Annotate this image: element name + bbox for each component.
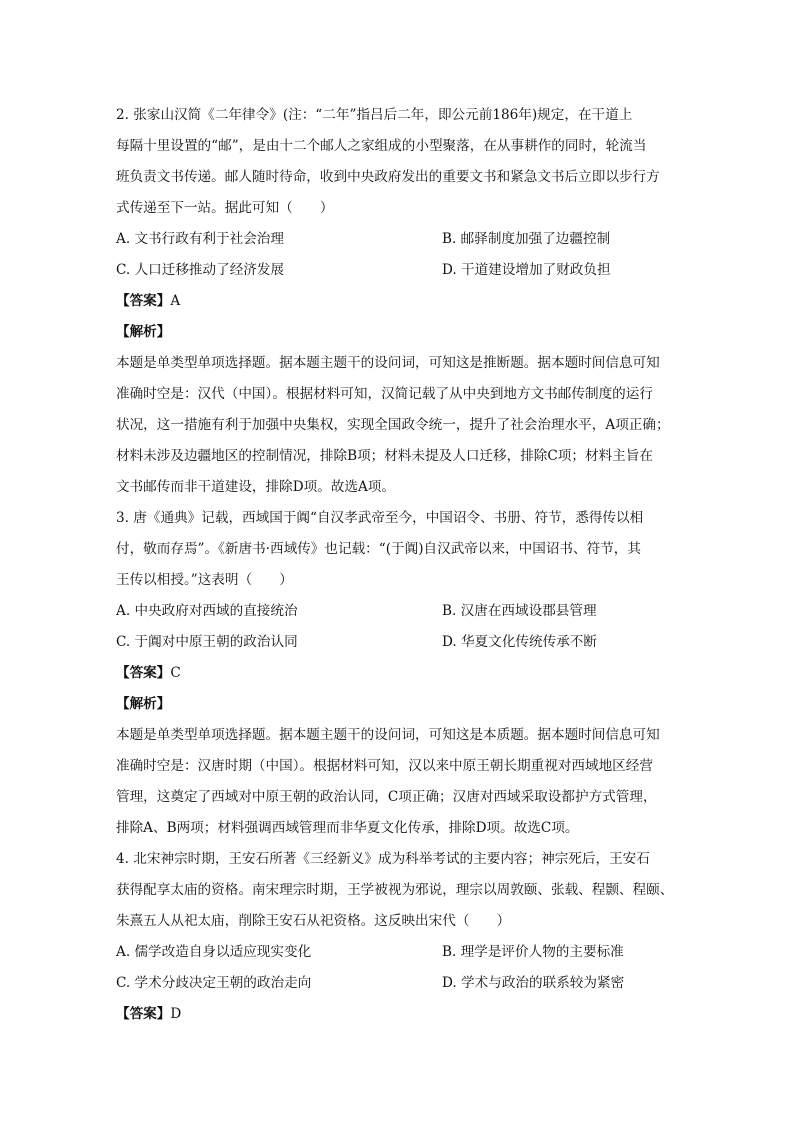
question-4-options-row-2 — [116, 968, 682, 999]
question-2-analysis-label — [116, 317, 682, 348]
question-3-analysis-line-4: 排除A、B两项；材料强调西域管理而非华夏文化传承，排除D项。故选C项。 — [116, 820, 579, 836]
question-3-analysis-line-2: 准确时空是：汉唐时期（中国）。根据材料可知，汉以来中原王朝长期重视对西域地区经营 — [116, 758, 653, 774]
answer-value: D — [170, 1006, 182, 1022]
question-2-analysis-line-5: 文书邮传而非干道建设，排除D项。故选A项。 — [116, 479, 395, 495]
question-3-option-c: C. 于阗对中原王朝的政治认同 — [116, 634, 298, 650]
question-2-option-c: C. 人口迁移推动了经济发展 — [116, 262, 285, 278]
question-2-analysis-line-3: 状况，这一措施有利于加强中央集权，实现全国政令统一，提升了社会治理水平，A项正确； — [116, 417, 670, 433]
question-4-stem-line-3: 朱熹五人从祀太庙，削除王安石从祀资格。这反映出宋代（ ） — [116, 913, 511, 929]
question-4-option-d: D. 学术与政治的联系较为紧密 — [442, 975, 625, 991]
question-2-option-d: D. 干道建设增加了财政负担 — [442, 262, 611, 278]
question-3-answer — [116, 658, 682, 689]
question-2-analysis-line-4: 材料未涉及边疆地区的控制情况，排除B项；材料未提及人口迁移，排除C项；材料主旨在 — [116, 448, 653, 464]
answer-label: 【答案】 — [116, 293, 171, 309]
question-2-stem-line-1: 2. 张家山汉简《二年律令》(注：“二年”指吕后二年，即公元前186年)规定，在干道上 — [116, 107, 633, 123]
question-4 — [116, 844, 682, 1030]
question-3-stem-line-1: 3. 唐《通典》记载，西域国于阗“自汉孝武帝至今，中国诏令、书册、符节，悉得传以相 — [116, 510, 644, 526]
question-3 — [116, 503, 682, 844]
question-4-stem-line-2: 获得配享太庙的资格。南宋理宗时期，王学被视为邪说，理宗以周敦颐、张载、程颢、程颐、 — [116, 882, 674, 898]
question-4-option-a: A. 儒学改造自身以适应现实变化 — [116, 944, 312, 960]
question-2-options-row-1 — [116, 224, 682, 255]
question-3-analysis-line-3: 管理，这奠定了西域对中原王朝的政治认同，C项正确；汉唐对西域采取设都护方式管理， — [116, 789, 657, 805]
question-4-stem-line-1: 4. 北宋神宗时期，王安石所著《三经新义》成为科举考试的主要内容；神宗死后，王安石 — [116, 851, 650, 867]
question-3-stem-line-2: 付，敬而存焉”。《新唐书·西域传》也记载：“(于阗)自汉武帝以来，中国诏书、符节，其 — [116, 541, 641, 557]
question-2-options-row-2 — [116, 255, 682, 286]
answer-value: C — [170, 665, 181, 681]
question-2-stem-line-3: 班负责文书传递。邮人随时待命，收到中央政府发出的重要文书和紧急文书后立即以步行方 — [116, 169, 660, 185]
question-3-option-b: B. 汉唐在西域设郡县管理 — [442, 603, 597, 619]
question-3-options-row-1 — [116, 596, 682, 627]
document-page — [116, 100, 682, 1030]
question-2-analysis-line-1: 本题是单类型单项选择题。据本题主题干的设问词，可知这是推断题。据本题时间信息可知 — [116, 355, 660, 371]
question-3-option-d: D. 华夏文化传统传承不断 — [442, 634, 597, 650]
question-4-option-c: C. 学术分歧决定王朝的政治走向 — [116, 975, 312, 991]
answer-value: A — [170, 293, 181, 309]
question-3-analysis-line-1: 本题是单类型单项选择题。据本题主题干的设问词，可知这是本质题。据本题时间信息可知 — [116, 727, 660, 743]
answer-label: 【答案】 — [116, 665, 171, 681]
question-2-option-b: B. 邮驿制度加强了边疆控制 — [442, 231, 611, 247]
question-2-answer — [116, 286, 682, 317]
question-3-options-row-2 — [116, 627, 682, 658]
question-3-analysis-label — [116, 689, 682, 720]
question-3-stem-line-3: 王传以相授。”这表明（ ） — [116, 572, 293, 588]
question-2-stem-line-4: 式传递至下一站。据此可知（ ） — [116, 200, 334, 216]
analysis-label: 【解析】 — [116, 324, 171, 340]
answer-label: 【答案】 — [116, 1006, 171, 1022]
analysis-label: 【解析】 — [116, 696, 171, 712]
question-2-analysis-line-2: 准确时空是：汉代（中国）。根据材料可知，汉简记载了从中央到地方文书邮传制度的运行 — [116, 386, 653, 402]
question-4-answer — [116, 999, 682, 1030]
question-4-option-b: B. 理学是评价人物的主要标准 — [442, 944, 624, 960]
question-3-option-a: A. 中央政府对西域的直接统治 — [116, 603, 298, 619]
question-2 — [116, 100, 682, 503]
question-2-option-a: A. 文书行政有利于社会治理 — [116, 231, 284, 247]
question-2-stem-line-2: 每隔十里设置的“邮”，是由十二个邮人之家组成的小型聚落，在从事耕作的同时，轮流当 — [116, 138, 647, 154]
question-4-options-row-1 — [116, 937, 682, 968]
